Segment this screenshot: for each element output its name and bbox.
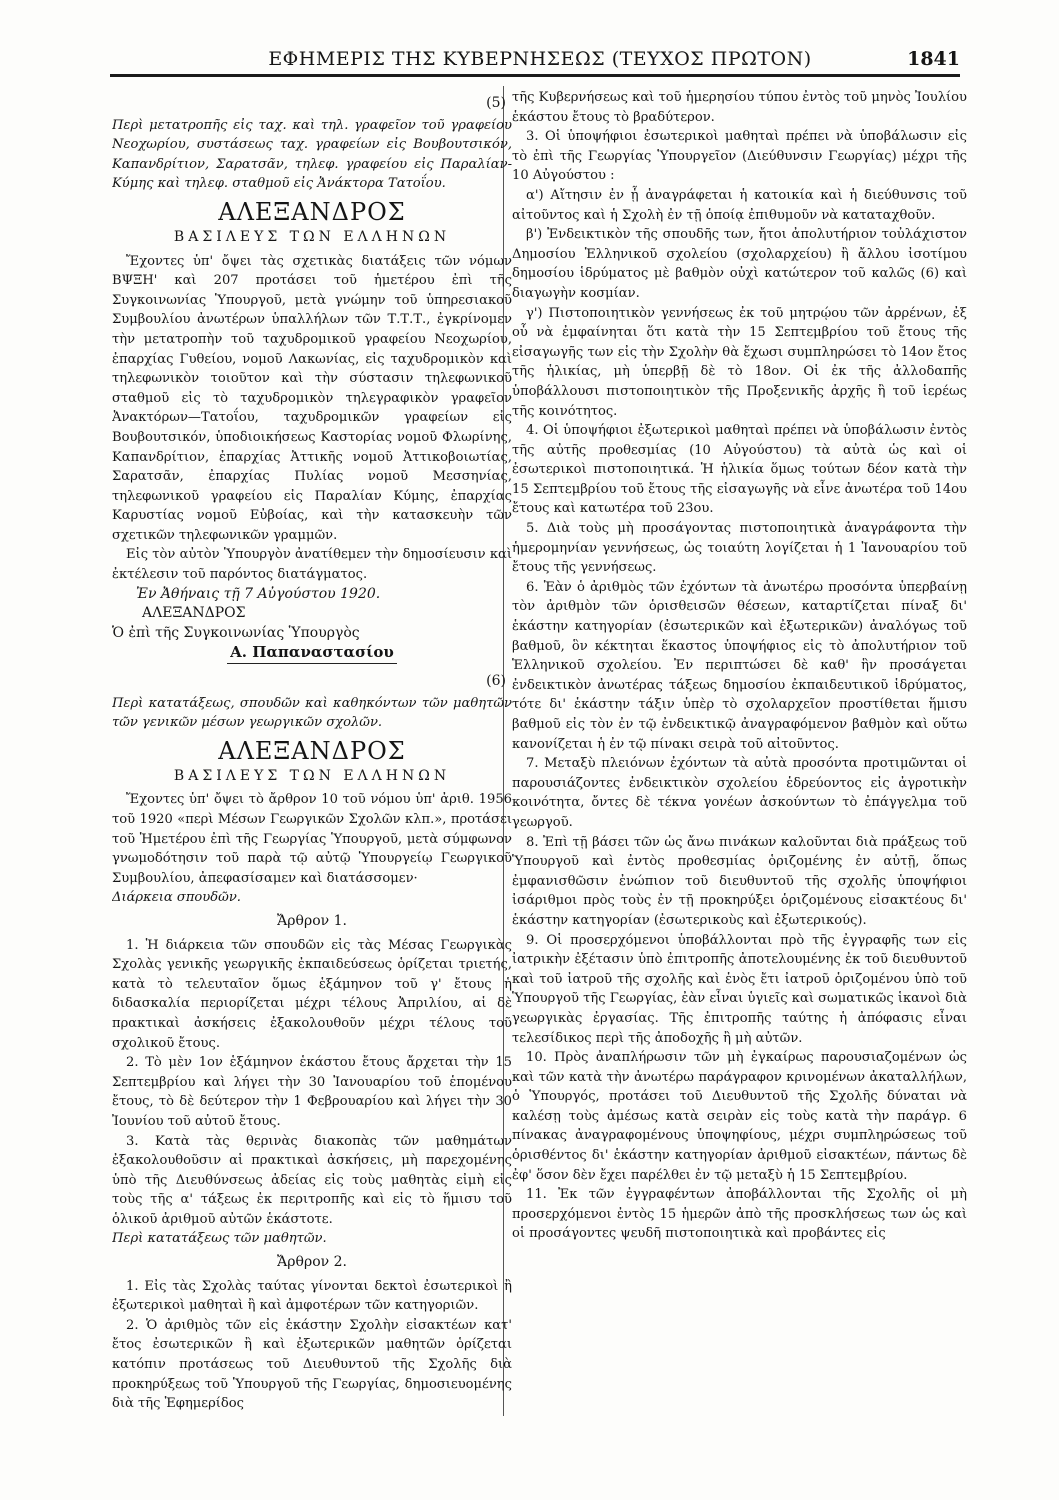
article-2-para-10: 10. Πρὸς ἀναπλήρωσιν τῶν μὴ ἐγκαίρως παρουσιαζομένων ὡς καὶ τῶν κατὰ τὴν ἀνωτέρω παράγραφον κρινομένων ἀκαταλλήλων, ὁ Ὑπουργός, προτάσει τοῦ Διευθυντοῦ τῆς Σχολῆς δύναται νὰ καλέσῃ τοὺς ἀμέσως κατὰ σειρὰν εἰς τοὺς κατὰ τὴν παράγρ. 6 πίνακας ἀναγραφομένους ὑποψηφίους, μέχρι συμπληρώσεως τοῦ ὁρισθέντος δι' ἑκάστην κατηγορίαν ἀριθμοῦ εἰσακτέων, πάντως δὲ ἐφ' ὅσον δὲν ἔχει παρέλθει ἐν τῷ μεταξὺ ἡ 15 Σεπτεμβρίου. [512, 1050, 967, 1183]
article-1-para-1: 1. Ἡ διάρκεια τῶν σπουδῶν εἰς τὰς Μέσας Γεωργικὰς Σχολὰς γενικῆς γεωργικῆς ἐκπαιδεύσεως ὁρίζεται τριετής, κατὰ τὸ τελευταῖον ὅμως ἑξάμηνον τοῦ γ' ἔτους ἡ διδασκαλία περιορίζεται μέχρι τέλους Ἀπριλίου, αἱ δὲ πρακτικαὶ ἀσκήσεις ἐξακολουθοῦν μέχρι τέλους τοῦ σχολικοῦ ἔτους. [112, 937, 512, 1051]
article-2-heading: Ἄρθρον 2. [277, 1254, 347, 1271]
right-column [512, 88, 967, 1418]
subheading-classification: Περὶ κατατάξεως τῶν μαθητῶν. [112, 1231, 327, 1247]
article-2-para-3: 3. Οἱ ὑποψήφιοι ἐσωτερικοὶ μαθηταὶ πρέπει νὰ ὑποβάλωσιν εἰς τὸ ἐπὶ τῆς Γεωργίας Ὑπουργεῖον (Διεύθυνσιν Γεωργίας) μέχρι τῆς 10 Αὐγούστου : [512, 129, 967, 184]
article-2-para-8: 8. Ἐπὶ τῇ βάσει τῶν ὡς ἄνω πινάκων καλοῦνται διὰ πράξεως τοῦ Ὑπουργοῦ καὶ ἐντὸς προθεσμίας ὁριζομένης ἐν αὐτῇ, ὅπως ἐμφανισθῶσιν ἐνώπιον τοῦ διευθυντοῦ τῆς σχολῆς ὑποψήφιοι ἰσάριθμοι πρὸς τοὺς ἐν τῇ προκηρύξει ὁριζομένους εἰσακτέους δι' ἑκάστην κατηγορίαν (ἐσωτερικοὺς καὶ ἐξωτερικούς). [512, 834, 967, 928]
article-2-item-a: α') Αἴτησιν ἐν ᾗ ἀναγράφεται ἡ κατοικία καὶ ἡ διεύθυνσις τοῦ αἰτοῦντος καὶ ἡ Σχολὴ ἐν τῇ ὁποίᾳ ἐπιθυμοῦν νὰ καταταχθοῦν. [512, 187, 967, 223]
signature-king: ΑΛΕΞΑΝΔΡΟΣ [142, 605, 246, 622]
article-2-para-5: 5. Διὰ τοὺς μὴ προσάγοντας πιστοποιητικὰ ἀναγράφοντα τὴν ἡμερομηνίαν γεννήσεως, ὡς τοιαύτη λογίζεται ἡ 1 Ἰανουαρίου τοῦ ἔτους τῆς γεννήσεως. [512, 521, 967, 576]
article-2-item-c: γ') Πιστοποιητικὸν γεννήσεως ἐκ τοῦ μητρῴου τῶν ἀρρένων, ἐξ οὗ νὰ ἐμφαίνηται ὅτι κατὰ τὴν 15 Σεπτεμβρίου τοῦ ἔτους τῆς εἰσαγωγῆς των εἰς τὴν Σχολὴν θὰ ἔχωσι συμπληρώσει τὸ 14ον ἔτος τῆς ἡλικίας, μὴ ὑπερβῇ δὲ τὸ 18ον. Οἱ ἐκ τῆς ἀλλοδαπῆς ὑποβάλλουσι πιστοποιητικὸν τῆς Προξενικῆς ἀρχῆς ἢ τοῦ ἱερέως τῆς κοινότητος. [512, 305, 967, 419]
article-1-para-2: 2. Τὸ μὲν 1ον ἑξάμηνον ἑκάστου ἔτους ἄρχεται τὴν 15 Σεπτεμβρίου καὶ λήγει τὴν 30 Ἰανουαρίου τοῦ ἑπομένου ἔτους, τὸ δὲ δεύτερον τὴν 1 Φεβρουαρίου καὶ λήγει τὴν 30 Ἰουνίου τοῦ αὐτοῦ ἔτους. [112, 1055, 512, 1129]
decree-6-title: Περὶ κατατάξεως, σπουδῶν καὶ καθηκόντων τῶν μαθητῶν τῶν γενικῶν μέσων γεωργικῶν σχολῶν. [112, 695, 512, 731]
king-name: ΑΛΕΞΑΝΔΡΟΣ [218, 197, 406, 226]
decree-5-body: Ἔχοντες ὑπ' ὄψει τὰς σχετικὰς διατάξεις τῶν νόμων ΒΨΞΗ' καὶ 207 προτάσει τοῦ ἡμετέρου ἐπὶ τῆς Συγκοινωνίας Ὑπουργοῦ, μετὰ γνώμην τοῦ ὑπηρεσιακοῦ Συμβουλίου ἀνωτέρων ὑπαλλήλων τῶν Τ.Τ.Τ., ἐγκρίνομεν τὴν μετατροπὴν τοῦ ταχυδρομικοῦ γραφείου Νεοχωρίου, ἐπαρχίας Γυθείου, νομοῦ Λακωνίας, εἰς ταχυδρομικὸν καὶ τηλεφωνικὸν τοιοῦτον καὶ τὴν σύστασιν τηλεφωνικοῦ σταθμοῦ εἰς τὸ ταχυδρομικὸν τηλεγραφικὸν γραφεῖον Ἀνακτόρων—Τατοΐου, ταχυδρομικῶν γραφείων εἰς Βουβουτσικόν, ὑποδιοικήσεως Καστορίας νομοῦ Φλωρίνης, Καπανδρίτιον, ἐπαρχίας Ἀττικῆς νομοῦ Ἀττικοβοιωτίας, Σαρατσᾶν, ἐπαρχίας Πυλίας νομοῦ Μεσσηνίας, τηλεφωνικοῦ γραφείου εἰς Παραλίαν Κύμης, ἐπαρχίας Καρυστίας νομοῦ Εὐβοίας, καὶ τὴν κατασκευὴν τῶν σχετικῶν τηλεφωνικῶν γραμμῶν. [112, 253, 512, 543]
article-2-para-1: 1. Εἰς τὰς Σχολὰς ταύτας γίνονται δεκτοὶ ἐσωτερικοὶ ἢ ἐξωτερικοὶ μαθηταὶ ἢ καὶ ἀμφοτέρων τῶν κατηγοριῶν. [112, 1278, 512, 1314]
article-1-heading: Ἄρθρον 1. [277, 912, 347, 929]
decree-5-date: Ἐν Ἀθήναις τῇ 7 Αὐγούστου 1920. [136, 585, 381, 602]
left-column [112, 88, 512, 1418]
decree-6-preamble: Ἔχοντες ὑπ' ὄψει τὸ ἄρθρον 10 τοῦ νόμου ὑπ' ἀριθ. 1956 τοῦ 1920 «περὶ Μέσων Γεωργικῶν Σχολῶν κλπ.», προτάσει τοῦ Ἡμετέρου ἐπὶ τῆς Γεωργίας Ὑπουργοῦ, μετὰ σύμφωνον γνωμοδότησιν τοῦ παρὰ τῷ αὐτῷ Ὑπουργείῳ Γεωργικοῦ Συμβουλίου, ἀπεφασίσαμεν καὶ διατάσσομεν· [112, 792, 512, 886]
signature-minister: Α. Παπαναστασίου [227, 643, 397, 664]
article-2-para-2: 2. Ὁ ἀριθμὸς τῶν εἰς ἑκάστην Σχολὴν εἰσακτέων κατ' ἔτος ἐσωτερικῶν ἢ καὶ ἐξωτερικῶν μαθητῶν ὁρίζεται κατόπιν προτάσεως τοῦ Διευθυντοῦ τῆς Σχολῆς διὰ προκηρύξεως τοῦ Ὑπουργοῦ τῆς Γεωργίας, δημοσιευομένης διὰ τῆς Ἐφημερίδος [112, 1317, 512, 1412]
article-2-continuation: τῆς Κυβερνήσεως καὶ τοῦ ἡμερησίου τύπου ἐντὸς τοῦ μηνὸς Ἰουλίου ἑκάστου ἔτους τὸ βραδύτερον. [512, 90, 967, 125]
page-number: 1841 [907, 48, 960, 70]
king-title-2: ΒΑΣΙΛΕΥΣ ΤΩΝ ΕΛΛΗΝΩΝ [173, 767, 451, 784]
article-1-para-3: 3. Κατὰ τὰς θερινὰς διακοπὰς τῶν μαθημάτων ἐξακολουθοῦσιν αἱ πρακτικαὶ ἀσκήσεις, μὴ παρεχομένης ὑπὸ τῆς Διευθύνσεως ἀδείας εἰς τοὺς μαθητὰς εἰμὴ εἰς τοὺς τῆς α' τάξεως ἐκ περιτροπῆς καὶ εἰς τὸ ἥμισυ τοῦ ὁλικοῦ ἀριθμοῦ αὐτῶν ἑκάστοτε. [112, 1133, 512, 1227]
article-2-para-9: 9. Οἱ προσερχόμενοι ὑποβάλλονται πρὸ τῆς ἐγγραφῆς των εἰς ἰατρικὴν ἐξέτασιν ὑπὸ ἐπιτροπῆς ἀποτελουμένης ἐκ τοῦ διευθυντοῦ καὶ τοῦ ἰατροῦ τῆς σχολῆς καὶ ἑνὸς ἔτι ἰατροῦ ὁριζομένου ὑπὸ τοῦ Ὑπουργοῦ τῆς Γεωργίας, ἐὰν εἶναι ὑγιεῖς καὶ σωματικῶς ἱκανοὶ διὰ γεωργικὰς ἐργασίας. Τῆς ἐπιτροπῆς ταύτης ἡ ἀπόφασις εἶναι τελεσίδικος περὶ τῆς ἀποδοχῆς ἢ μὴ αὐτῶν. [512, 932, 967, 1046]
subheading-study-duration: Διάρκεια σπουδῶν. [112, 890, 241, 906]
king-name-2: ΑΛΕΞΑΝΔΡΟΣ [218, 736, 406, 765]
decree-5-title: Περὶ μετατροπῆς εἰς ταχ. καὶ τηλ. γραφεῖον τοῦ γραφείου Νεοχωρίου, συστάσεως ταχ. γραφείων εἰς Βουβουτσικόν, Καπανδρίτιον, Σαρατσᾶν, τηλεφ. γραφείου εἰς Παραλίαν-Κύμης καὶ τηλεφ. σταθμοῦ εἰς Ἀνάκτορα Τατοΐου. [112, 117, 512, 192]
decree-6-number: (6) [486, 673, 506, 690]
decree-5-execution: Εἰς τὸν αὐτὸν Ὑπουργὸν ἀνατίθεμεν τὴν δημοσίευσιν καὶ ἐκτέλεσιν τοῦ παρόντος διατάγματος. [112, 547, 512, 583]
signature-role: Ὁ ἐπὶ τῆς Συγκοινωνίας Ὑπουργὸς [112, 624, 360, 641]
article-2-para-6: 6. Ἐὰν ὁ ἀριθμὸς τῶν ἐχόντων τὰ ἀνωτέρω προσόντα ὑπερβαίνῃ τὸν ἀριθμὸν τῶν ὁρισθεισῶν θέσεων, καταρτίζεται πίναξ δι' ἑκάστην κατηγορίαν (ἐσωτερικῶν καὶ ἐξωτερικῶν) ἀναλόγως τοῦ βαθμοῦ, ὃν κέκτηται ἕκαστος ὑποψήφιος εἰς τὸ ἀπολυτήριον τοῦ Ἑλληνικοῦ σχολείου. Ἐν περιπτώσει δὲ καθ' ἣν προσάγεται ἐνδεικτικὸν ἀνωτέρας τάξεως δημοσίου ἐκπαιδευτικοῦ ἱδρύματος, τότε δι' ἑκάστην τάξιν ὑπὲρ τὸ σχολαρχεῖον προστίθεται ἥμισυ βαθμοῦ εἰς τὸν ἐν τῷ ἐνδεικτικῷ ἀναγραφόμενον βαθμὸν καὶ οὕτω κανονίζεται ἡ ἐν τῷ πίνακι σειρὰ τοῦ αἰτοῦντος. [512, 579, 967, 752]
article-2-para-4: 4. Οἱ ὑποψήφιοι ἐξωτερικοὶ μαθηταὶ πρέπει νὰ ὑποβάλωσιν ἐντὸς τῆς αὐτῆς προθεσμίας (10 Αὐγούστου) τὰ αὐτὰ ὡς καὶ οἱ ἐσωτερικοὶ πιστοποιητικά. Ἡ ἡλικία ὅμως τούτων δέον κατὰ τὴν 15 Σεπτεμβρίου τοῦ ἔτους τῆς εἰσαγωγῆς νὰ εἶνε ἀνωτέρα τοῦ 14ου ἔτους καὶ κατωτέρα τοῦ 23ου. [512, 423, 967, 517]
article-2-item-b: β') Ἐνδεικτικὸν τῆς σπουδῆς των, ἤτοι ἀπολυτήριον τοὐλάχιστον Δημοσίου Ἑλληνικοῦ σχολείου (σχολαρχείου) ἢ ἄλλου ἰσοτίμου δημοσίου ἱδρύματος μὲ βαθμὸν οὐχὶ κατώτερον τοῦ καλῶς (6) καὶ διαγωγὴν κοσμίαν. [512, 227, 967, 301]
decree-5-number: (5) [486, 95, 506, 111]
king-title: ΒΑΣΙΛΕΥΣ ΤΩΝ ΕΛΛΗΝΩΝ [173, 228, 451, 245]
page-header [110, 44, 960, 77]
article-2-para-7: 7. Μεταξὺ πλειόνων ἐχόντων τὰ αὐτὰ προσόντα προτιμῶνται οἱ παρουσιάζοντες ἐνδεικτικὸν σχολείου ἑδρεύοντος εἰς ἀγροτικὴν κοινότητα, ὄντες δὲ τέκνα γονέων ἀσκούντων τὸ ἐπάγγελμα τοῦ γεωργοῦ. [512, 756, 967, 830]
article-2-para-11: 11. Ἐκ τῶν ἐγγραφέντων ἀποβάλλονται τῆς Σχολῆς οἱ μὴ προσερχόμενοι ἐντὸς 15 ἡμερῶν ἀπὸ τῆς προσκλήσεως των ὡς καὶ οἱ προσάγοντες ψευδῆ πιστοποιητικὰ καὶ προβάντες εἰς [512, 1187, 967, 1242]
gazette-title: ΕΦΗΜΕΡΙΣ ΤΗΣ ΚΥΒΕΡΝΗΣΕΩΣ (ΤΕΥΧΟΣ ΠΡΩΤΟΝ) [268, 48, 812, 70]
